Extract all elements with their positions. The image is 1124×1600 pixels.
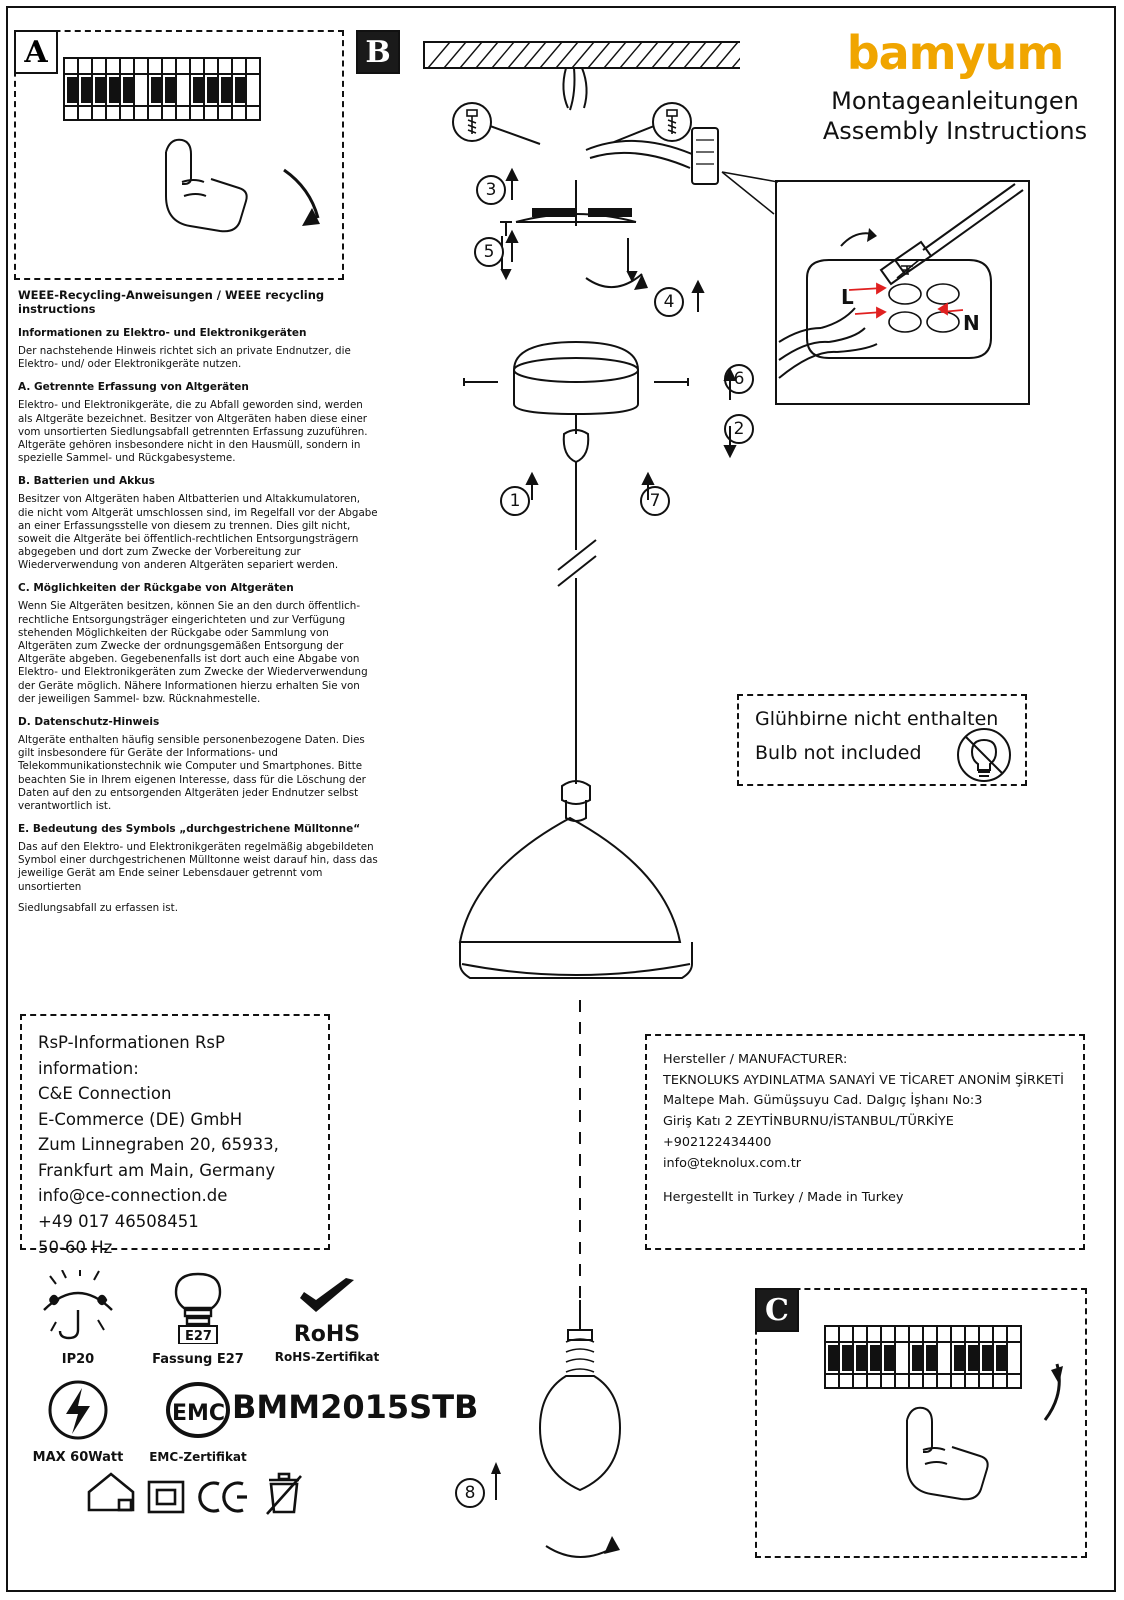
manufacturer-line-1: TEKNOLUKS AYDINLATMA SANAYİ VE TİCARET ANONİM ŞİRKETİ bbox=[663, 1072, 1064, 1088]
cert-rohs-caption: RoHS-Zertifikat bbox=[274, 1350, 380, 1364]
weee-recycling-text bbox=[18, 288, 378, 923]
manufacturer-box bbox=[645, 1034, 1085, 1250]
rsp-line-4: Frankfurt am Main, Germany bbox=[38, 1160, 276, 1180]
manufacturer-line-2: Maltepe Mah. Gümüşsuyu Cad. Dalgıç İşhanı No:3 bbox=[663, 1093, 983, 1109]
weee-section-d-body: Altgeräte enthalten häufig sensible personenbezogene Daten. Dies gilt insbesondere für Geräte der Informations- und Telekommunikationstechnik wie Computer und Smartphones. Bitte beachten Sie in Ihrem eigenen Interesse, dass für die Löschung der Daten auf den zu entsorgenden Altgeräten jeder Endnutzer selbst verantwortlich ist. bbox=[18, 733, 366, 812]
step-arrows bbox=[440, 100, 760, 520]
weee-section-b-body: Besitzer von Altgeräten haben Altbatterien und Altakkumulatoren, die nicht vom Altgerät umschlossen sind, im Regelfall vor der Abgabe an einer Erfassungsstelle von diesem zu trennen. Dies gilt nicht, soweit die Altgeräte bei öffentlich-rechtlichen Entsorgungsträgern abgegeben und dort zum Zwecke der Vorbereitung zur Wiederverwendung von anderen Altgeräten separiert werden. bbox=[18, 493, 378, 572]
checkmark-icon bbox=[292, 1278, 362, 1320]
no-bulb-icon bbox=[955, 726, 1013, 784]
rsp-line-1: C&E Connection bbox=[38, 1084, 172, 1104]
weee-closing: Siedlungsabfall zu erfassen ist. bbox=[18, 901, 178, 914]
rsp-line-6: +49 017 46508451 bbox=[38, 1211, 199, 1231]
socket-e27-icon bbox=[163, 1270, 233, 1344]
step-marker-5: 5 bbox=[474, 237, 504, 267]
breaker-panel-illustration-c bbox=[757, 1290, 1085, 1556]
bulb-installation-diagram bbox=[470, 1000, 690, 1580]
ip20-icon bbox=[36, 1270, 120, 1344]
panel-c-breaker-on bbox=[755, 1288, 1087, 1558]
step-marker-6: 6 bbox=[724, 364, 754, 394]
weee-section-e-title: E. Bedeutung des Symbols „durchgestrichene Mülltonne“ bbox=[18, 823, 361, 836]
step-marker-2: 2 bbox=[724, 414, 754, 444]
bulb-notice-de: Glühbirne nicht enthalten bbox=[755, 708, 999, 730]
socket-badge-text: E27 bbox=[185, 1329, 212, 1344]
cert-ip20-caption: IP20 bbox=[61, 1352, 95, 1367]
bulb-notice-en: Bulb not included bbox=[755, 742, 922, 764]
emc-icon bbox=[158, 1378, 238, 1442]
lightning-icon bbox=[38, 1378, 118, 1442]
manufacturer-line-5: info@teknolux.com.tr bbox=[663, 1155, 802, 1171]
cert-emc-caption: EMC-Zertifikat bbox=[149, 1450, 247, 1464]
live-label: L bbox=[841, 285, 854, 309]
neutral-label: N bbox=[963, 311, 980, 335]
cert-ip20 bbox=[28, 1270, 128, 1367]
step-marker-3: 3 bbox=[476, 175, 506, 205]
weee-section-b-title: B. Batterien und Akkus bbox=[18, 475, 155, 488]
bulb-not-included-box bbox=[737, 694, 1027, 786]
step-marker-7: 7 bbox=[640, 486, 670, 516]
title-en: Assembly Instructions bbox=[822, 117, 1088, 145]
panel-c-label: C bbox=[755, 1288, 799, 1332]
cert-socket-caption: Fassung E27 bbox=[152, 1352, 244, 1367]
compliance-symbols bbox=[83, 1466, 313, 1526]
emc-mark-text: EMC bbox=[172, 1401, 226, 1426]
step-marker-1: 1 bbox=[500, 486, 530, 516]
rsp-information-box bbox=[20, 1014, 330, 1257]
rsp-title: RsP-Informationen RsP information: bbox=[38, 1033, 225, 1078]
manufacturer-origin: Hergestellt in Turkey / Made in Turkey bbox=[663, 1190, 904, 1206]
manufacturer-line-4: +902122434400 bbox=[663, 1134, 772, 1150]
title-de: Montageanleitungen bbox=[831, 87, 1079, 115]
weee-section-c-title: C. Möglichkeiten der Rückgabe von Altgeräten bbox=[18, 582, 294, 595]
brand-header bbox=[805, 26, 1105, 146]
detail-leader-lines bbox=[716, 160, 786, 220]
weee-section-c-body: Wenn Sie Altgeräten besitzen, können Sie an den durch öffentlich-rechtliche Entsorgungsträger eingerichteten und zur Verfügung stehenden Möglichkeiten der Rückgabe oder Sammlung von Altgeräten zum Zwecke der ordnungsgemäßen Entsorgung der Altgeräte abgeben. Gegebenenfalls ist dort auch eine Abgabe von Elektro- und Elektronikgeräten zum Zwecke der Wiederverwendung der Geräte möglich. Nähere Informationen hierzu erhalten Sie von der jeweiligen Sammel- bzw. Rücknahmestelle. bbox=[18, 600, 368, 705]
breaker-panel-illustration-a bbox=[16, 32, 342, 278]
step-marker-8: 8 bbox=[455, 1478, 485, 1508]
rsp-line-3: Zum Linnegraben 20, 65933, bbox=[38, 1135, 279, 1155]
cert-max-watt bbox=[28, 1378, 128, 1465]
wiring-detail-illustration bbox=[777, 182, 1028, 403]
rohs-mark: RoHS bbox=[293, 1322, 361, 1347]
weee-section-d-title: D. Datenschutz-Hinweis bbox=[18, 715, 160, 728]
cert-rohs bbox=[262, 1278, 392, 1364]
wiring-detail-box bbox=[775, 180, 1030, 405]
manufacturer-title: Hersteller / MANUFACTURER: bbox=[663, 1052, 848, 1067]
weee-section-a-title: A. Getrennte Erfassung von Altgeräten bbox=[18, 381, 249, 394]
panel-a-label: A bbox=[14, 30, 58, 74]
rsp-line-7: 50-60 Hz bbox=[38, 1237, 113, 1257]
weee-section-e-body: Das auf den Elektro- und Elektronikgeräten regelmäßig abgebildeten Symbol einer durchgestrichenen Mülltonne weist darauf hin, dass das jeweilige Gerät am Ende seiner Lebensdauer getrennt vom unsortierten bbox=[18, 841, 378, 893]
manufacturer-line-3: Giriş Katı 2 ZEYTİNBURNU/İSTANBUL/TÜRKİYE bbox=[663, 1114, 954, 1130]
cert-socket-e27 bbox=[136, 1270, 260, 1367]
cert-max-watt-caption: MAX 60Watt bbox=[32, 1450, 124, 1465]
weee-heading: WEEE-Recycling-Anweisungen / WEEE recycling instructions bbox=[18, 288, 325, 317]
weee-subheading: Informationen zu Elektro- und Elektronikgeräten bbox=[18, 326, 307, 339]
rsp-line-2: E-Commerce (DE) GmbH bbox=[38, 1109, 243, 1129]
model-code: BMM2015STB bbox=[232, 1388, 479, 1426]
symbol-row bbox=[28, 1466, 368, 1530]
panel-b-label: B bbox=[356, 30, 400, 74]
brand-logo: bamyum bbox=[846, 26, 1064, 80]
weee-section-a-body: Elektro- und Elektronikgeräte, die zu Abfall geworden sind, werden als Altgeräte bezeichnet. Besitzer von Altgeräten haben diese einer vom unsortierten Siedlungsabfall getrennten Erfassung zuzuführen. Altgeräte gehören insbesondere nicht in den Hausmüll, sondern in spezielle Sammel- und Rückgabesysteme. bbox=[18, 399, 368, 465]
panel-a-breaker-off bbox=[14, 30, 344, 280]
weee-intro: Der nachstehende Hinweis richtet sich an private Endnutzer, die Elektro- und/ oder Elektronikgeräte nutzen. bbox=[18, 344, 351, 371]
step-marker-4: 4 bbox=[654, 287, 684, 317]
rsp-line-5: info@ce-connection.de bbox=[38, 1186, 228, 1206]
